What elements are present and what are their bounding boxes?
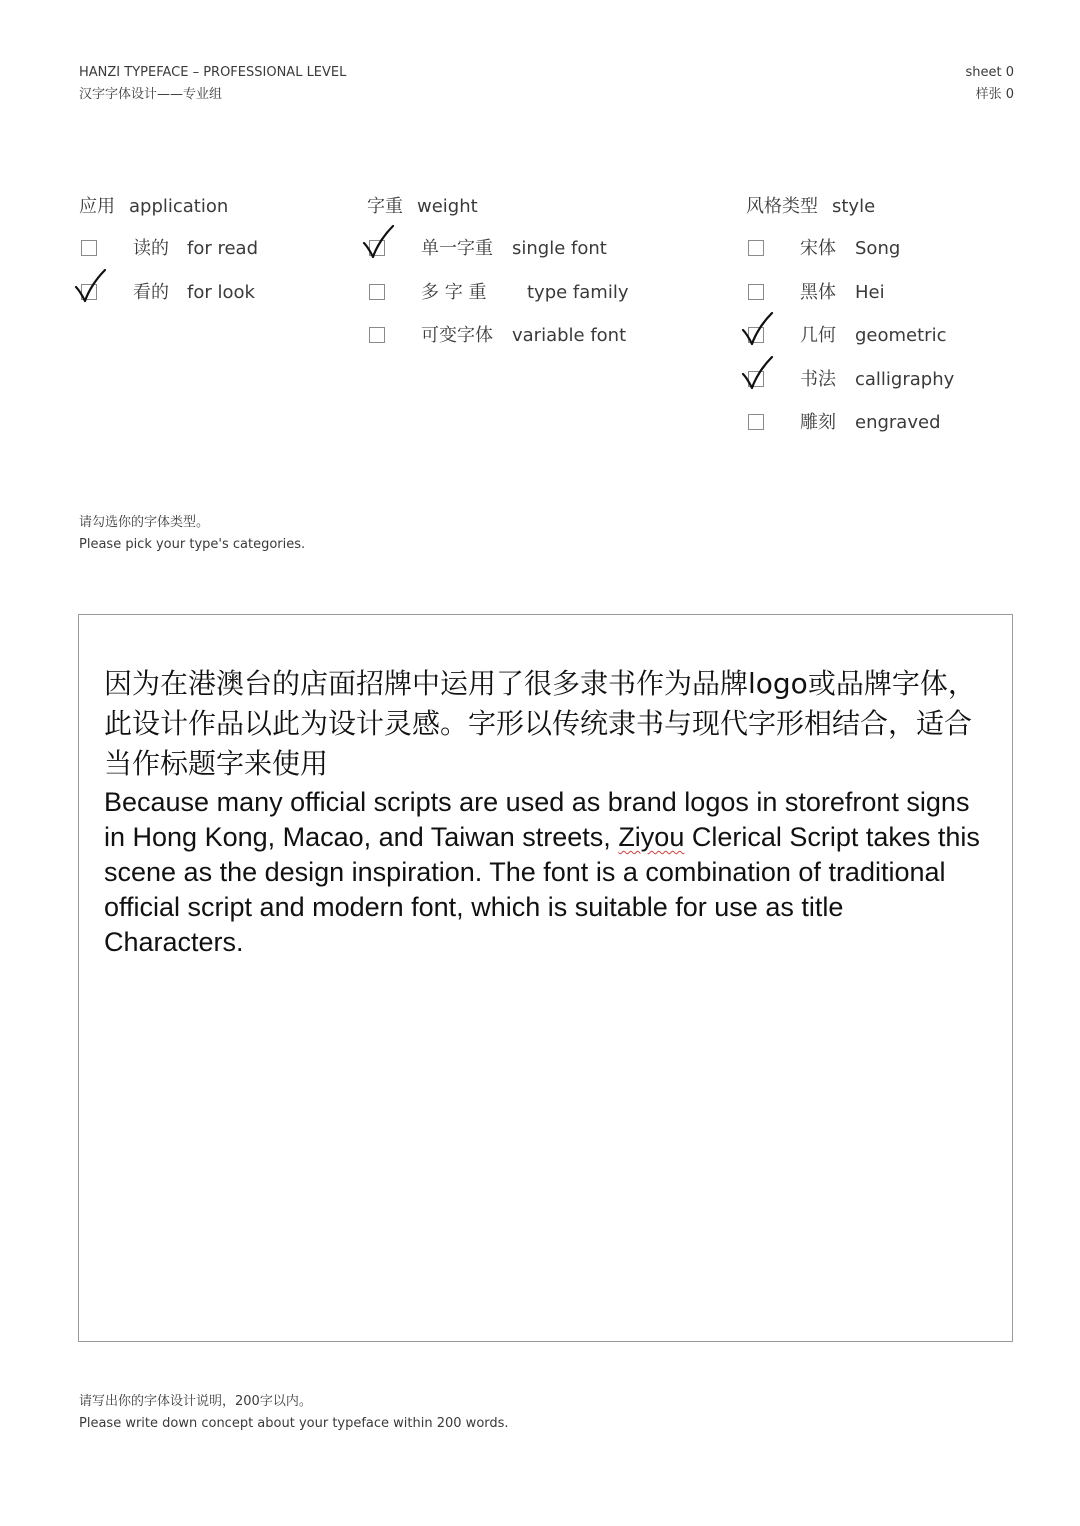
group-title-style-cn: 风格类型 — [746, 196, 818, 217]
option-label-en: single font — [512, 238, 607, 259]
sheet-number-en: sheet 0 — [965, 65, 1014, 80]
checkmark-icon — [740, 311, 774, 347]
spellcheck-flagged-word: Ziyou — [618, 822, 685, 852]
option-label-cn: 书法 — [800, 369, 836, 390]
checkbox-application-0[interactable] — [81, 240, 97, 256]
checkmark-icon — [73, 268, 107, 304]
header-title-en: HANZI TYPEFACE – PROFESSIONAL LEVEL — [79, 65, 347, 80]
option-label-en: geometric — [855, 325, 947, 346]
sheet-number — [965, 62, 1014, 106]
header-title-cn: 汉字字体设计——专业组 — [79, 87, 223, 102]
concept-text-en-part2: Clerical Script takes this scene as the design inspiration. The font is a combination of traditional official script and modern font, which is suitable for use as title Characters. — [104, 822, 980, 957]
write-instruction — [79, 1391, 509, 1435]
option-label-cn: 看的 — [133, 282, 169, 303]
option-label-cn: 多 字 重 — [421, 282, 487, 303]
header-title — [79, 62, 346, 106]
option-label-en: variable font — [512, 325, 627, 346]
option-label-en: for look — [187, 282, 255, 303]
option-label-en: engraved — [855, 412, 941, 433]
option-label-cn: 读的 — [133, 238, 169, 259]
group-title-application-en: application — [129, 196, 229, 217]
checkbox-style-4[interactable] — [748, 414, 764, 430]
option-label-en: for read — [187, 238, 259, 259]
concept-text-en-part1: Because many official scripts are used as brand logos in storefront signs in Hong Kong, Macao, and Taiwan streets, — [104, 787, 970, 852]
option-label-en: calligraphy — [855, 369, 955, 390]
pick-instruction — [79, 512, 305, 556]
option-label-en: Hei — [855, 282, 885, 303]
pick-instruction-cn: 请勾选你的字体类型。 — [79, 515, 210, 530]
group-title-weight — [367, 192, 492, 218]
checkbox-style-1[interactable] — [748, 284, 764, 300]
checkbox-style-0[interactable] — [748, 240, 764, 256]
option-label-cn: 黑体 — [800, 282, 836, 303]
group-title-application-cn: 应用 — [79, 196, 115, 217]
option-label-cn: 可变字体 — [421, 325, 493, 346]
concept-text-cn: 因为在港澳台的店面招牌中运用了很多隶书作为品牌logo或品牌字体，此设计作品以此为设计灵感。字形以传统隶书与现代字形相结合，适合当作标题字来使用 — [104, 667, 976, 780]
option-label-cn: 宋体 — [800, 238, 836, 259]
checkbox-weight-1[interactable] — [369, 284, 385, 300]
checkbox-weight-2[interactable] — [369, 327, 385, 343]
group-title-weight-cn: 字重 — [367, 196, 403, 217]
group-title-style — [746, 192, 889, 218]
option-label-cn: 几何 — [800, 325, 836, 346]
group-title-style-en: style — [832, 196, 876, 217]
checkmark-icon — [740, 355, 774, 391]
sheet-number-cn: 样张 0 — [975, 87, 1014, 102]
checkmark-icon — [361, 224, 395, 260]
concept-text-en — [104, 785, 984, 960]
write-instruction-en: Please write down concept about your typeface within 200 words. — [79, 1416, 509, 1431]
pick-instruction-en: Please pick your type's categories. — [79, 537, 306, 552]
option-label-en: Song — [855, 238, 901, 259]
option-label-en: type family — [527, 282, 629, 303]
group-title-application — [79, 192, 242, 218]
option-label-cn: 单一字重 — [421, 238, 493, 259]
write-instruction-cn: 请写出你的字体设计说明，200字以内。 — [79, 1394, 312, 1409]
option-label-cn: 雕刻 — [800, 412, 836, 433]
group-title-weight-en: weight — [417, 196, 478, 217]
